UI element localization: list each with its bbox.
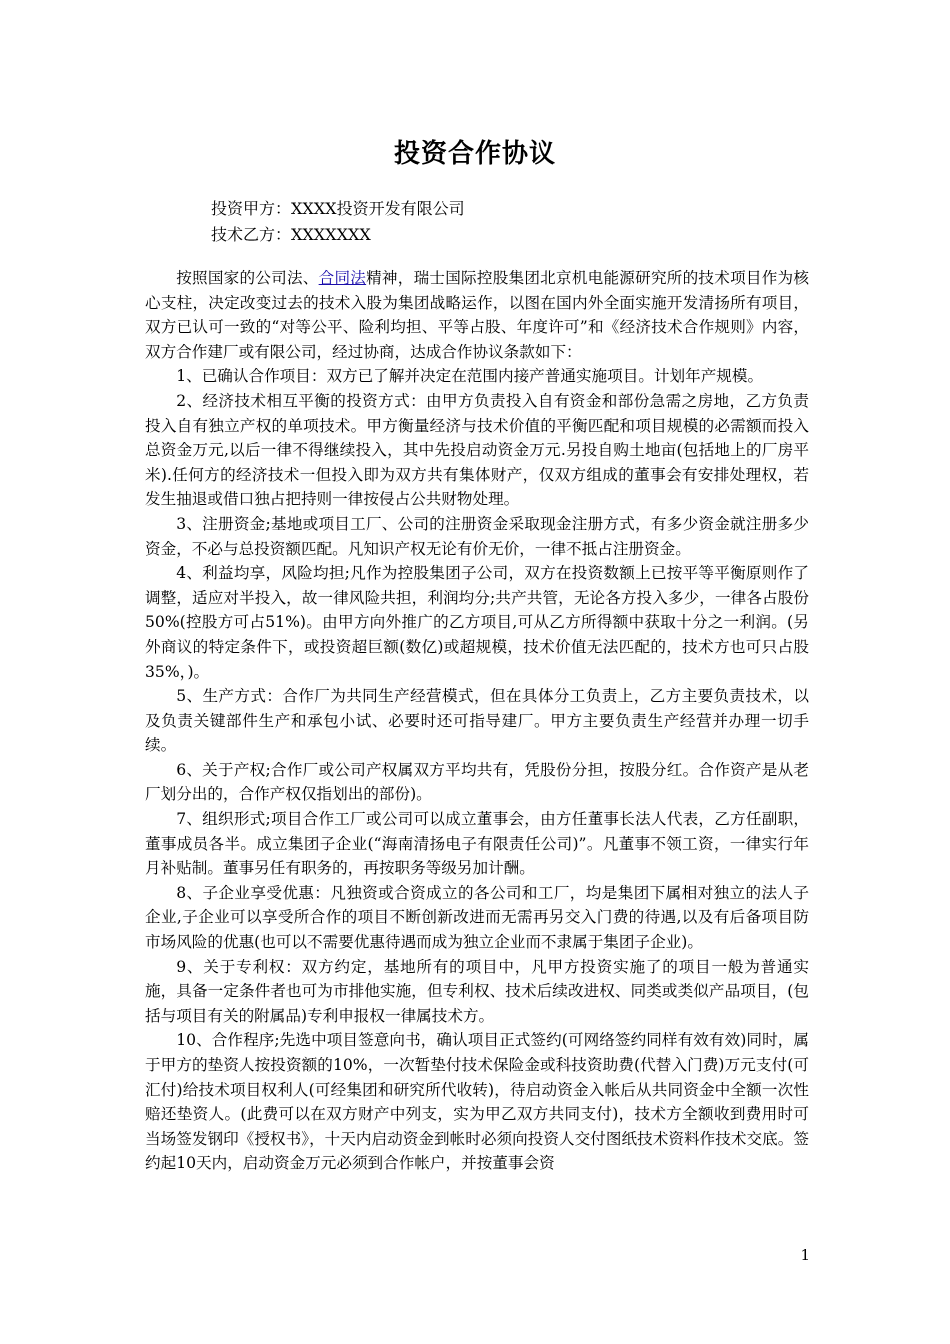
clause-9: 9、关于专利权：双方约定，基地所有的项目中，凡甲方投资实施了的项目一般为普通实施，具备一定条件者也可为市排他实施，但专利权、技术后续改进权、同类或类似产品项目，(包括与项目有关的附属品)专利申报权一律属技术方。 xyxy=(145,957,809,1025)
intro-text-start: 按照国家的公司法、 xyxy=(176,269,319,287)
clause-6: 6、关于产权;合作厂或公司产权属双方平均共有，凭股份分担，按股分红。合作资产是从老厂划分出的，合作产权仅指划出的部份)。 xyxy=(145,760,809,804)
clause-7: 7、组织形式;项目合作工厂或公司可以成立董事会，由方任董事长法人代表，乙方任副职，董事成员各半。成立集团子企业(“海南清扬电子有限责任公司)”。凡董事不领工资，一律实行年月补贴制。董事另任有职务的，再按职务等级另加计酬。 xyxy=(145,810,809,878)
clause-1: 1、已确认合作项目：双方已了解并决定在范围内接产普通实施项目。计划年产规模。 xyxy=(176,367,764,386)
clause-8: 8、子企业享受优惠：凡独资或合资成立的各公司和工厂，均是集团下属相对独立的法人子企业,子企业可以享受所合作的项目不断创新改进而无需再另交入门费的待遇,以及有后备项目防市场风险的优惠(也可以不需要优惠待遇而成为独立企业而不隶属于集团子企业)。 xyxy=(145,883,809,952)
party-b-line: 技术乙方：XXXXXXX xyxy=(211,225,371,244)
clause-3: 3、注册资金;基地或项目工厂、公司的注册资金采取现金注册方式，有多少资金就注册多少资金，不必与总投资额匹配。凡知识产权无论有价无价，一律不抵占注册资金。 xyxy=(145,514,809,558)
clause-4: 4、利益均享，风险均担;凡作为控股集团子公司，双方在投资数额上已按平等平衡原则作了调整，适应对半投入，故一律风险共担，利润均分;共产共管，无论各方投入多少，一律各占股份50%(控股方可占51%)。由甲方向外推广的乙方项目,可从乙方所得额中获取十分之一利润。(另外商议的特定条件下，或投资超巨额(数亿)或超规模，技术价值无法匹配的，技术方也可只占股35%，)。 xyxy=(145,564,809,681)
agreement-body xyxy=(145,266,809,1176)
page-number: 1 xyxy=(800,1246,810,1264)
intro-paragraph xyxy=(145,266,809,364)
clause-5: 5、生产方式：合作厂为共同生产经营模式，但在具体分工负责上，乙方主要负责技术，以及负责关键部件生产和承包小试、必要时还可指导建厂。甲方主要负责生产经营并办理一切手续。 xyxy=(145,687,809,755)
clause-2: 2、经济技术相互平衡的投资方式：由甲方负责投入自有资金和部份急需之房地，乙方负责投入自有独立产权的单项技术。甲方衡量经济与技术价值的平衡匹配和项目规模的必需额而投入总资金万元,以后一律不得继续投入，其中先投启动资金万元.另投自购土地亩(包括地上的厂房平米).任何方的经济技术一但投入即为双方共有集体财产，仅双方组成的董事会有安排处理权，若发生抽退或借口独占把持则一律按侵占公共财物处理。 xyxy=(145,391,809,509)
intro-text-end: 精神，瑞士国际控股集团北京机电能源研究所的技术项目作为核心支柱，决定改变过去的技术入股为集团战略运作，以图在国内外全面实施开发清扬所有项目，双方已认可一致的“对等公平、险利均担、平等占股、年度许可”和《经济技术合作规则》内容，双方合作建厂或有限公司，经过协商，达成合作协议条款如下： xyxy=(145,269,809,361)
document-title: 投资合作协议 xyxy=(393,139,556,169)
clause-10: 10、合作程序;先选中项目签意向书，确认项目正式签约(可网络签约同样有效有效)同时，属于甲方的垫资人按投资额的10%，一次暂垫付技术保险金或科技资助费(代替入门费)万元支付(可汇付)给技术项目权利人(可经集团和研究所代收转)，待启动资金入帐后从共同资金中全额一次性赔还垫资人。(此费可以在双方财产中列支，实为甲乙双方共同支付)，技术方全额收到费用时可当场签发钢印《授权书》，十天内启动资金到帐时必须向投资人交付图纸技术资料作技术交底。签约起10天内，启动资金万元必须到合作帐户，并按董事会资 xyxy=(145,1031,809,1173)
contract-law-link[interactable]: 合同法 xyxy=(318,269,367,287)
party-a-line: 投资甲方：XXXX投资开发有限公司 xyxy=(211,199,465,218)
